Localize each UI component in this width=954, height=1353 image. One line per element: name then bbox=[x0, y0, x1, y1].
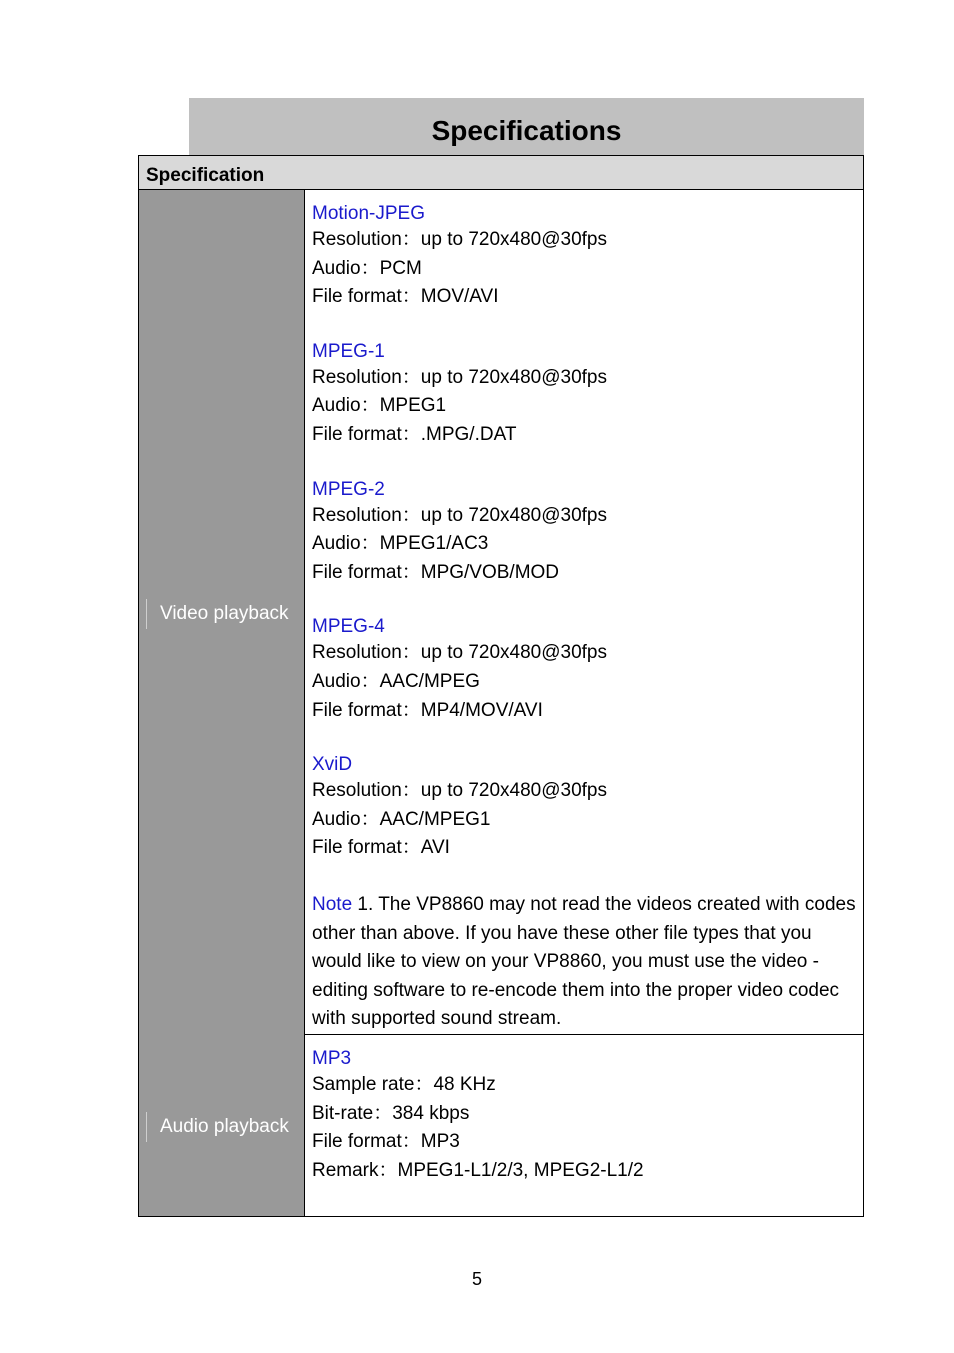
spec-line: Bit-rate：384 kbps bbox=[312, 1102, 470, 1124]
spec-line: Resolution：up to 720x480@30fps bbox=[312, 780, 607, 802]
codec-title: XviD bbox=[312, 754, 353, 776]
row-label-audio-playback: Audio playback bbox=[146, 1112, 296, 1142]
spec-line: Audio：AAC/MPEG bbox=[312, 670, 480, 692]
audio-playback-cell bbox=[304, 1035, 863, 1216]
spec-line: Audio：AAC/MPEG1 bbox=[312, 808, 491, 830]
table-header-label: Specification bbox=[146, 165, 265, 186]
spec-line: File format：.MPG/.DAT bbox=[312, 423, 517, 445]
video-note bbox=[312, 891, 862, 1034]
spec-line: File format：MPG/VOB/MOD bbox=[312, 561, 560, 583]
spec-line: File format：AVI bbox=[312, 837, 450, 859]
label-column bbox=[139, 190, 304, 1216]
spec-line: Audio：PCM bbox=[312, 257, 422, 279]
row-label-video-playback: Video playback bbox=[146, 599, 296, 629]
spec-line: Resolution：up to 720x480@30fps bbox=[312, 366, 607, 388]
spec-line: Remark：MPEG1-L1/2/3, MPEG2-L1/2 bbox=[312, 1159, 644, 1181]
codec-title: Motion-JPEG bbox=[312, 203, 425, 224]
note-label: Note bbox=[312, 893, 353, 915]
spec-line: File format：MP4/MOV/AVI bbox=[312, 699, 543, 721]
codec-group-mpeg-2 bbox=[312, 478, 863, 588]
spec-line: Resolution：up to 720x480@30fps bbox=[312, 504, 607, 526]
codec-group-xvid bbox=[312, 753, 863, 863]
codec-group-mpeg-4 bbox=[312, 615, 863, 725]
codec-group-mp3 bbox=[312, 1047, 863, 1185]
codec-title: MPEG-1 bbox=[312, 340, 385, 362]
spec-line: Resolution：up to 720x480@30fps bbox=[312, 642, 607, 664]
table-header bbox=[139, 156, 863, 190]
codec-group-motion-jpeg bbox=[312, 202, 863, 312]
spec-line: File format：MP3 bbox=[312, 1131, 460, 1153]
codec-title: MPEG-2 bbox=[312, 478, 385, 500]
codec-title: MP3 bbox=[312, 1048, 352, 1069]
spec-line: Audio：MPEG1/AC3 bbox=[312, 533, 489, 555]
spec-line: Resolution：up to 720x480@30fps bbox=[312, 229, 607, 250]
spec-line: File format：MOV/AVI bbox=[312, 286, 499, 308]
codec-title: MPEG-4 bbox=[312, 616, 385, 638]
note-text: 1. The VP8860 may not read the videos created with codes other than above. If you have these other file types that you would like to view on your VP8860, you must use the video - editing software to re-encode them into the proper video codec with supported sound stream. bbox=[312, 893, 856, 1030]
spec-line: Audio：MPEG1 bbox=[312, 395, 447, 417]
codec-group-mpeg-1 bbox=[312, 340, 863, 450]
page-title: Specifications bbox=[431, 115, 622, 146]
page-number: 5 bbox=[471, 1269, 482, 1289]
page-title-bar bbox=[189, 98, 864, 155]
video-playback-cell bbox=[304, 190, 863, 1035]
specification-table bbox=[138, 155, 864, 1217]
spec-line: Sample rate：48 KHz bbox=[312, 1074, 496, 1095]
